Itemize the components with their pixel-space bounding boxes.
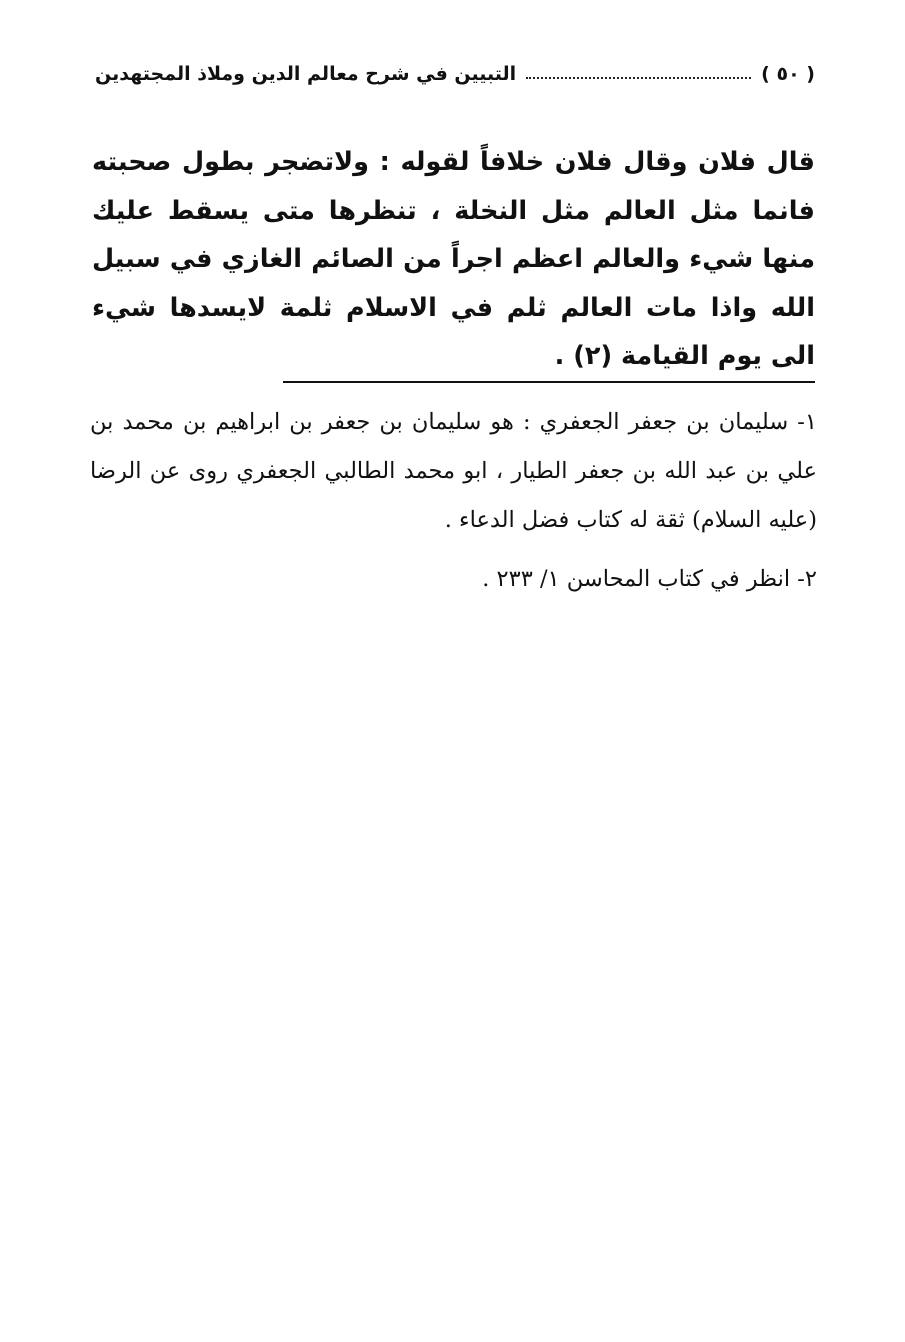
running-header — [95, 56, 815, 92]
book-title: التبيين في شرح معالم الدين وملاذ المجتهدين — [95, 63, 517, 85]
footnotes — [90, 398, 817, 604]
page-number: ( ٥٠ ) — [761, 63, 815, 85]
footnote-2: ٢- انظر في كتاب المحاسن ١/ ٢٣٣ . — [482, 566, 817, 592]
footnote-1: ١- سليمان بن جعفر الجعفري : هو سليمان بن جعفر بن ابراهيم بن محمد بن علي بن عبد الله بن جعفر الطيار ، ابو محمد الطالبي الجعفري روى عن الرضا (عليه السلام) ثقة له كتاب فضل الدعاء . — [90, 409, 817, 533]
main-paragraph: قال فلان وقال فلان خلافاً لقوله : ولاتضجر بطول صحبته فانما مثل العالم مثل النخلة ، تنظرها متى يسقط عليك منها شيء والعالم اعظم اجراً من الصائم الغازي في سبيل الله واذا مات العالم ثلم في الاسلام ثلمة لايسدها شيء الى يوم القيامة (٢) . — [92, 147, 815, 371]
footnote-separator — [283, 381, 815, 383]
dotted-leader — [526, 77, 751, 79]
